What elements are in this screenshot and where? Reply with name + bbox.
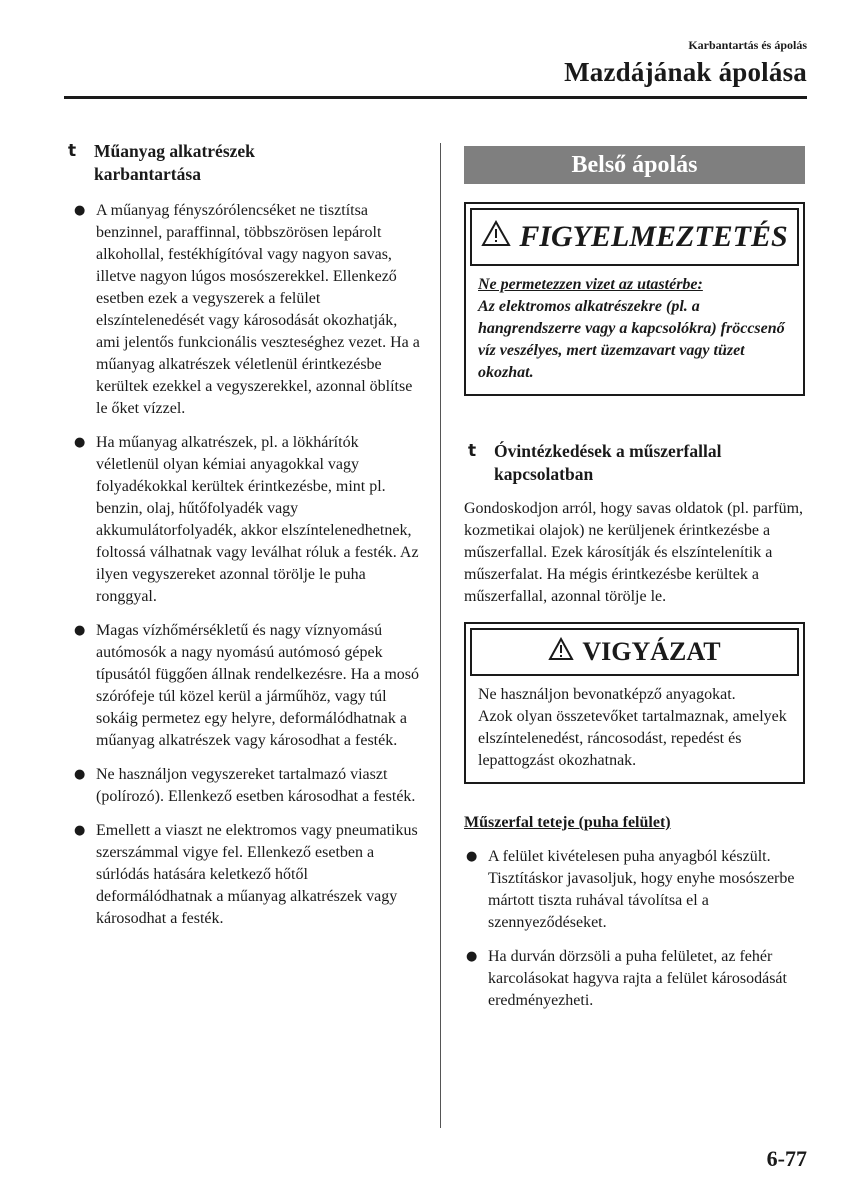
column-divider xyxy=(440,143,441,1128)
bullet-icon: ● xyxy=(74,203,86,218)
header-rule xyxy=(64,96,807,99)
caution-box xyxy=(464,622,805,784)
caution-title: VIGYÁZAT xyxy=(582,637,721,666)
warning-triangle-icon xyxy=(548,637,574,668)
list-item: ● Ha durván dörzsöli a puha felületet, az fehér karcolásokat hagyva rajta a felület károsodását eredményezheti. xyxy=(466,948,787,1009)
list-item: ● Magas vízhőmérsékletű és nagy víznyomású autómosók a nagy nyomású autómosó gépek típusától függően állnak rendelkezésre. Ha a mosó szórófeje túl közel kerül a járműhöz, vagy túl sokáig permetez egy helyre, deformálódhatnak a műanyag alkatrészek vagy károsodhat a festék. xyxy=(74,622,419,749)
heading-line: karbantartása xyxy=(94,164,201,184)
page-title: Mazdájának ápolása xyxy=(564,57,807,87)
warning-lead: Ne permetezzen vizet az utastérbe: xyxy=(478,276,703,293)
bullet-icon: ● xyxy=(466,949,478,964)
heading-line: Óvintézkedések a műszerfallal xyxy=(494,441,722,461)
warning-text: Az elektromos alkatrészekre (pl. a hangrendszerre vagy a kapcsolókra) fröccsenő víz veszélyes, mert üzemzavart vagy tüzet okozhat. xyxy=(478,298,785,381)
page-number: 6-77 xyxy=(766,1146,807,1171)
dashboard-paragraph: Gondoskodjon arról, hogy savas oldatok (pl. parfüm, kozmetikai olajok) ne kerüljenek érintkezésbe a műszerfallal. Ezek károsítják és elszíntelenítik a műszerfalat. Ha mégis érintkezésbe kerültek a műszerfallal, azonnal törölje le. xyxy=(464,500,804,605)
heading-line: kapcsolatban xyxy=(494,464,594,484)
plastic-parts-list xyxy=(64,200,424,930)
list-item: ● A felület kivételesen puha anyagból készült. Tisztításkor javasoljuk, hogy enyhe mosószerbe mártott tiszta ruhával távolítsa el a szennyeződéseket. xyxy=(466,848,795,931)
list-item: ● Emellett a viaszt ne elektromos vagy pneumatikus szerszámmal vigye fel. Ellenkező esetben a súrlódás hatására keletkező hőtől deformálódhatnak a műanyag alkatrészek vagy károsodhat a festék. xyxy=(74,822,418,927)
left-column xyxy=(64,140,424,942)
bullet-icon: ● xyxy=(74,767,86,782)
warning-body xyxy=(466,266,803,394)
heading-line: Műanyag alkatrészek xyxy=(94,141,255,161)
caution-body xyxy=(466,676,803,782)
soft-surface-list xyxy=(464,846,805,1012)
caution-line: Ne használjon bevonatképző anyagokat. xyxy=(478,686,736,703)
warning-box xyxy=(464,202,805,396)
bullet-icon: ● xyxy=(466,849,478,864)
warning-title: FIGYELMEZTETÉS xyxy=(519,220,788,253)
list-item: ● A műanyag fényszórólencséket ne tisztítsa benzinnel, paraffinnal, többszörösen lepárolt alkohollal, festékhígítóval vagy nagyon savas, illetve nagyon lúgos mosószerekkel. Ellenkező esetben ezek a vegyszerek a felület elszíntelenedését vagy károsodását okozhatják, ami jelentős funkcionális veszteséghez vezet. Ha a műanyag alkatrészek véletlenül érintkezésbe kerültek ezekkel a vegyszerekkel, azonnal öblítse le őket vízzel. xyxy=(74,202,420,417)
dashboard-precautions-heading xyxy=(464,440,805,486)
caution-line: Azok olyan összetevőket tartalmaznak, amelyek elszíntelenedést, ráncosodást, repedést és lepattogzást okozhatnak. xyxy=(478,708,787,769)
warning-header xyxy=(470,208,799,266)
list-item: ● Ne használjon vegyszereket tartalmazó viaszt (polírozó). Ellenkező esetben károsodhat a festék. xyxy=(74,766,416,805)
section-banner: Belső ápolás xyxy=(464,146,805,184)
bullet-icon: ● xyxy=(74,435,86,450)
soft-surface-subheading: Műszerfal teteje (puha felület) xyxy=(464,814,671,831)
section-marker: t xyxy=(468,441,477,461)
bullet-icon: ● xyxy=(74,823,86,838)
warning-triangle-icon xyxy=(481,220,511,255)
section-label: Karbantartás és ápolás xyxy=(688,38,807,52)
plastic-parts-heading xyxy=(64,140,424,186)
right-column xyxy=(464,146,805,1024)
bullet-icon: ● xyxy=(74,623,86,638)
list-item: ● Ha műanyag alkatrészek, pl. a lökhárítók véletlenül olyan kémiai anyagokkal vagy folyadékokkal kerültek érintkezésbe, mint pl. benzin, olaj, hűtőfolyadék vagy akkumulátorfolyadék, akkor elszíntelenedhetnek, foltossá válhatnak vagy leválhat róluk a festék. Az ilyen vegyszereket azonnal törölje le puha ronggyal. xyxy=(74,434,419,605)
section-marker: t xyxy=(68,141,77,161)
caution-header xyxy=(470,628,799,676)
